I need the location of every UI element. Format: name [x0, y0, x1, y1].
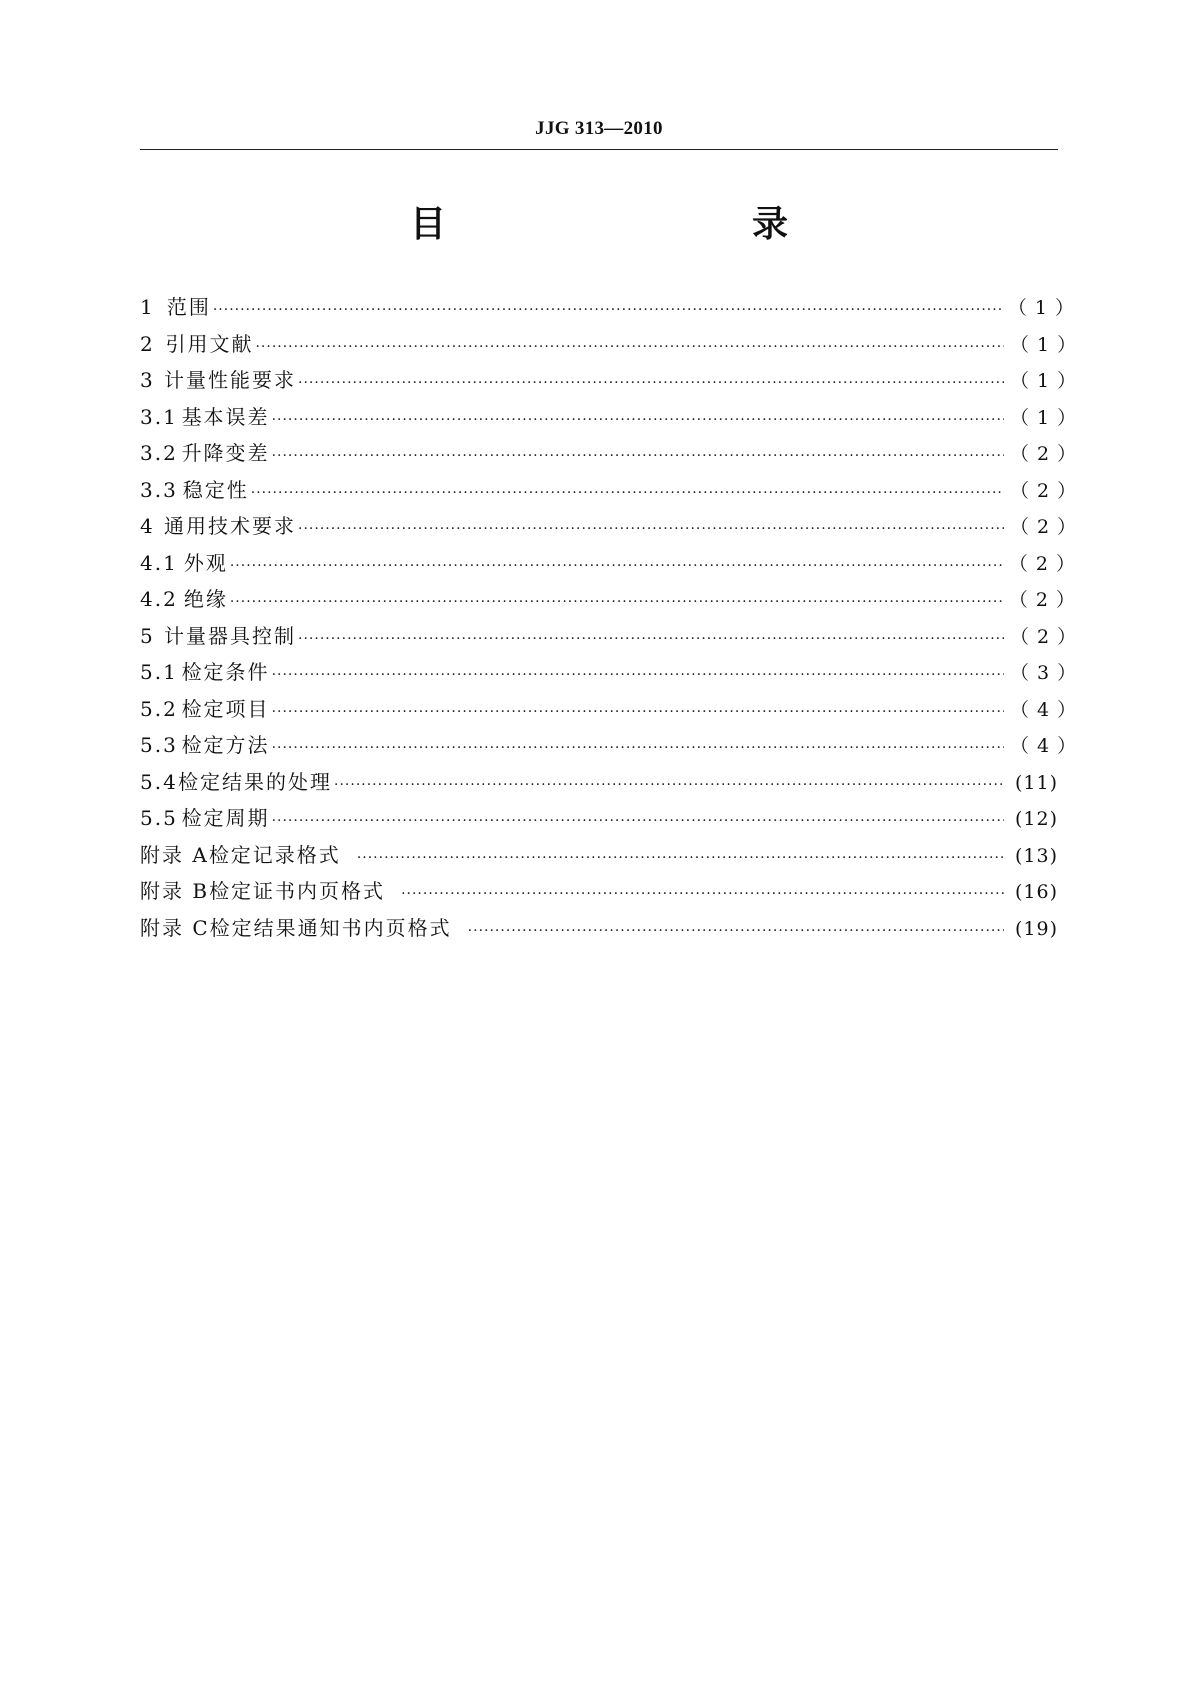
toc-entry-number: 3.2	[140, 441, 178, 465]
toc-entry-number: 1	[140, 295, 155, 319]
toc-entry-5[interactable]	[140, 620, 1078, 657]
document-code-header: JJG 313—2010	[535, 118, 663, 139]
toc-entry-page: （ 1 ）	[1007, 297, 1076, 319]
toc-entry-5-1[interactable]	[140, 656, 1078, 693]
toc-entry-4[interactable]	[140, 510, 1078, 547]
toc-entry-number: 附录 B	[140, 879, 210, 903]
toc-entry-label: 检定项目	[181, 696, 270, 721]
toc-entry-number: 4.1	[140, 550, 178, 575]
toc-entry-label: 外观	[183, 550, 228, 575]
toc-entry-number: 4.2	[140, 587, 178, 611]
toc-entry-appendix-b[interactable]	[140, 875, 1058, 912]
toc-entry-number: 5.4	[140, 769, 178, 794]
toc-entry-number: 附录 A	[140, 842, 209, 867]
toc-entry-number: 附录 C	[140, 915, 210, 940]
toc-entry-label: 计量器具控制	[164, 623, 297, 648]
dot-leader	[230, 558, 1003, 574]
toc-entry-label: 检定结果通知书内页格式	[209, 915, 452, 940]
toc-entry-page: （ 1 ）	[1010, 370, 1078, 392]
toc-entry-label: 检定证书内页格式	[209, 879, 386, 903]
toc-entry-page: (12)	[1014, 808, 1058, 830]
toc-entry-label: 检定周期	[181, 806, 270, 830]
toc-entry-appendix-a[interactable]	[140, 839, 1058, 876]
toc-entry-page: (13)	[1014, 844, 1058, 867]
dot-leader	[298, 631, 1004, 647]
toc-entry-3-1[interactable]	[140, 401, 1078, 438]
toc-entry-5-4[interactable]	[140, 766, 1058, 803]
toc-entry-label: 升降变差	[181, 441, 270, 465]
toc-entry-number: 5.2	[140, 696, 178, 721]
toc-entry-page: （ 2 ）	[1010, 443, 1078, 465]
toc-entry-page: （ 4 ）	[1010, 735, 1078, 757]
toc-entry-number: 2	[140, 331, 155, 356]
toc-title: 目 录	[409, 204, 866, 245]
toc-entry-3-2[interactable]	[140, 437, 1078, 474]
dot-leader	[298, 521, 1004, 537]
dot-leader	[251, 485, 1004, 501]
toc-entry-2[interactable]	[140, 328, 1078, 365]
toc-entry-4-1[interactable]	[140, 547, 1077, 584]
toc-entry-page: (16)	[1014, 881, 1058, 903]
toc-entry-page: （ 4 ）	[1010, 698, 1078, 721]
dot-leader	[272, 813, 1004, 829]
dot-leader	[255, 339, 1004, 355]
toc-entry-3-3[interactable]	[140, 474, 1078, 511]
toc-entry-label: 通用技术要求	[164, 514, 297, 538]
toc-entry-page: （ 2 ）	[1010, 625, 1078, 648]
toc-entry-3[interactable]	[140, 364, 1078, 401]
dot-leader	[272, 667, 1004, 683]
toc-entry-label: 引用文献	[165, 331, 254, 356]
toc-entry-appendix-c[interactable]	[140, 912, 1058, 949]
dot-leader	[213, 302, 1002, 318]
header-rule	[140, 149, 1058, 150]
toc-entry-number: 4	[140, 514, 155, 538]
toc-entry-page: （ 1 ）	[1010, 333, 1078, 356]
toc-entry-page: (19)	[1014, 917, 1058, 940]
toc-entry-label: 检定条件	[181, 660, 270, 684]
dot-leader	[468, 923, 1004, 939]
toc-entry-page: （ 3 ）	[1010, 662, 1078, 684]
toc-entry-page: （ 2 ）	[1008, 589, 1077, 611]
toc-entry-5-5[interactable]	[140, 802, 1058, 839]
dot-leader	[334, 777, 1004, 793]
toc-entry-label: 检定方法	[181, 733, 270, 757]
toc-entry-page: （ 2 ）	[1010, 479, 1078, 502]
toc-entry-label: 检定记录格式	[208, 842, 341, 867]
toc-entry-1[interactable]	[140, 291, 1076, 328]
toc-entry-page: (11)	[1014, 771, 1058, 794]
toc-entry-label: 范围	[166, 295, 211, 319]
toc-entry-4-2[interactable]	[140, 583, 1077, 620]
dot-leader	[272, 740, 1004, 756]
dot-leader	[357, 850, 1004, 866]
toc-entry-label: 基本误差	[181, 404, 270, 429]
toc-entry-page: （ 2 ）	[1008, 552, 1077, 575]
toc-entry-number: 3	[140, 368, 155, 392]
toc-entry-page: （ 2 ）	[1010, 516, 1078, 538]
toc-entry-number: 3.3	[140, 477, 178, 502]
toc-entry-number: 5.1	[140, 660, 178, 684]
toc-entry-number: 5.5	[140, 806, 178, 830]
dot-leader	[230, 594, 1003, 610]
toc-entry-5-3[interactable]	[140, 729, 1078, 766]
dot-leader	[272, 412, 1004, 428]
table-of-contents	[140, 291, 1078, 948]
toc-entry-label: 绝缘	[183, 587, 228, 611]
toc-entry-5-2[interactable]	[140, 693, 1078, 730]
toc-entry-label: 计量性能要求	[164, 368, 297, 392]
dot-leader	[272, 448, 1004, 464]
toc-entry-page: （ 1 ）	[1010, 406, 1078, 429]
dot-leader	[272, 704, 1004, 720]
toc-entry-number: 5.3	[140, 733, 178, 757]
toc-entry-label: 检定结果的处理	[178, 769, 333, 794]
toc-entry-number: 3.1	[140, 404, 178, 429]
dot-leader	[298, 375, 1004, 391]
dot-leader	[401, 886, 1004, 902]
toc-entry-number: 5	[140, 623, 155, 648]
toc-entry-label: 稳定性	[182, 477, 249, 502]
